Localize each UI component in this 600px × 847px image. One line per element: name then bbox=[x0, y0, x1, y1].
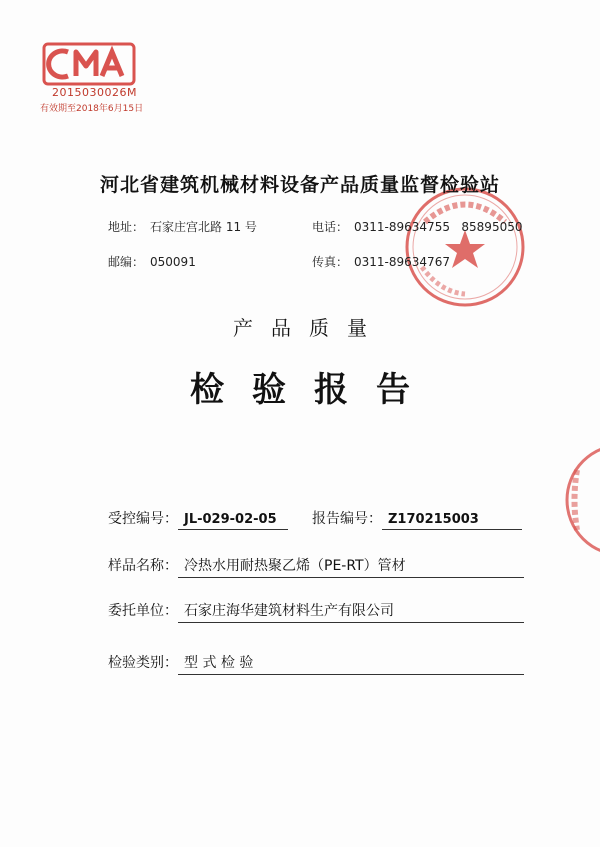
cma-logo bbox=[42, 42, 136, 86]
phone-line bbox=[312, 218, 522, 235]
cma-number: 2015030026M bbox=[52, 86, 137, 99]
sample-name-value: 冷热水用耐热聚乙烯（PE-RT）管材 bbox=[178, 555, 524, 578]
inspection-type-value: 型 式 检 验 bbox=[178, 652, 524, 675]
fax-value: 0311-89634767 bbox=[354, 255, 450, 269]
client-label: 委托单位： bbox=[108, 603, 178, 619]
partial-seal bbox=[562, 440, 600, 560]
address-value: 石家庄宫北路 11 号 bbox=[150, 220, 257, 234]
address-label: 地址： bbox=[108, 220, 145, 234]
control-number-value: JL-029-02-05 bbox=[178, 512, 288, 530]
zip-value: 050091 bbox=[150, 255, 196, 269]
zip-label: 邮编： bbox=[108, 255, 145, 269]
sample-name-label: 样品名称： bbox=[108, 558, 178, 574]
fax-label: 传真： bbox=[312, 255, 349, 269]
report-number-value: Z170215003 bbox=[382, 512, 522, 530]
client-value: 石家庄海华建筑材料生产有限公司 bbox=[178, 600, 524, 623]
sample-name-row bbox=[108, 555, 524, 578]
report-title: 检验报告 bbox=[190, 370, 438, 410]
fax-line bbox=[312, 253, 450, 270]
control-number-label: 受控编号： bbox=[108, 511, 178, 527]
control-number-row bbox=[108, 508, 288, 530]
official-seal bbox=[400, 182, 530, 312]
zip-line bbox=[108, 253, 196, 270]
report-subtitle: 产品质量 bbox=[233, 316, 385, 340]
address-line bbox=[108, 218, 257, 235]
organization-name: 河北省建筑机械材料设备产品质量监督检验站 bbox=[99, 174, 500, 196]
phone-label: 电话： bbox=[312, 220, 349, 234]
cma-validity: 有效期至2018年6月15日 bbox=[40, 104, 144, 114]
report-number-row bbox=[312, 508, 522, 530]
inspection-type-row bbox=[108, 652, 524, 675]
client-row bbox=[108, 600, 524, 623]
report-number-label: 报告编号： bbox=[312, 511, 382, 527]
phone-value: 0311-89634755 85895050 bbox=[354, 220, 523, 234]
inspection-type-label: 检验类别： bbox=[108, 655, 178, 671]
